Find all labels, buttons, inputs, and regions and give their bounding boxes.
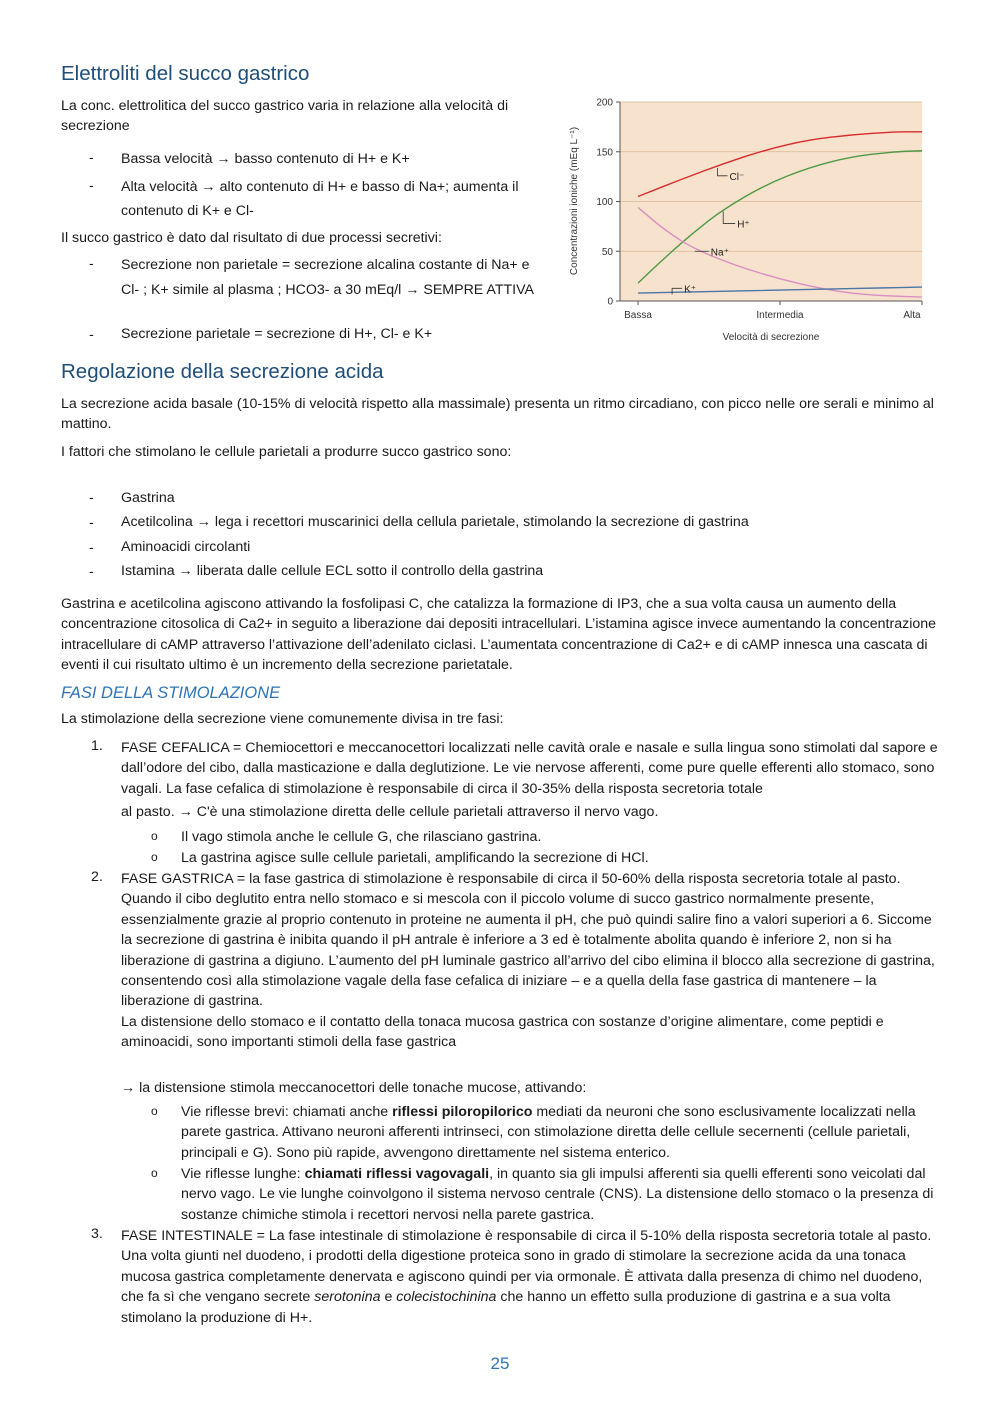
phase-intestinale-a: FASE INTESTINALE = La fase intestinale di stimolazione è responsabile di circa il 5-10% della risposta secretoria totale al pasto. Una volta giunti nel duodeno, i prodotti della digestione proteica sono in grado di stimolare la secrezione acida da una tonaca mucosa gastrica completamente denervata e agiscono quindi per via ormonale. È attivata dalla presenza di chimo nel duodeno, che fa sì che vengano secrete bbox=[121, 1228, 932, 1306]
term-colecistochinina: colecistochinina bbox=[396, 1289, 497, 1306]
factor-aminoacidi: Aminoacidi circolanti bbox=[121, 539, 251, 555]
sub-bullet-circle: o bbox=[151, 1104, 158, 1118]
sub-long-rest: , in quanto sia gli impulsi afferenti sia quelli efferenti sono veicolati dal nervo vago. Le vie lunghe coinvolgono il sistema nervoso centrale (CNS). La distensione dello stomaco o la presenza di sostanze chimiche stimola i recettori nervosi nella parete gastrica. bbox=[181, 1166, 934, 1223]
sub-short-rest: mediati da neuroni che sono esclusivamente localizzati nella parete gastrica. Attivano neuroni afferenti intrinseci, con stimolazione diretta delle cellule secernenti (cellule parietali, principali e G). Sono più rapide, avvengono direttamente nel sistema enterico. bbox=[181, 1104, 916, 1161]
series-label: K⁺ bbox=[684, 284, 697, 296]
bullet-high-speed: Alta velocità → alto contenuto di H+ e basso di Na+; aumenta il contenuto di K+ e Cl- bbox=[121, 179, 519, 219]
phase-intestinale-c: e bbox=[380, 1289, 397, 1306]
paragraph-fasi-intro: La stimolazione della secrezione viene comunemente divisa in tre fasi: bbox=[61, 711, 504, 727]
x-tick-label: Alta bbox=[903, 310, 921, 321]
y-axis-label: Concentrazioni ioniche (mEq L⁻¹) bbox=[569, 126, 580, 276]
bullet-dash: - bbox=[89, 490, 94, 506]
sub-long-bold: chiamati riflessi vagovagali bbox=[304, 1166, 490, 1182]
sub-bullet-circle: o bbox=[151, 1166, 158, 1180]
bullet-dash: - bbox=[89, 540, 94, 556]
bullet-non-parietal: Secrezione non parietale = secrezione alcalina costante di Na+ e Cl- ; K+ simile al plasma ; HCO3- a 30 mEq/l → SEMPRE ATTIVA bbox=[121, 257, 534, 298]
sub-bullet-circle: o bbox=[151, 829, 158, 843]
phase-gastrica-arrow-line: → la distensione stimola meccanocettori delle tonache mucose, attivando: bbox=[121, 1080, 587, 1096]
bullet-low-speed: Bassa velocità → basso contenuto di H+ e K+ bbox=[121, 151, 410, 167]
ion-concentration-chart bbox=[563, 92, 933, 347]
section-title-elettroliti: Elettroliti del succo gastrico bbox=[61, 62, 310, 85]
sub-short-bold: riflessi piloropilorico bbox=[392, 1104, 533, 1120]
phase-cefalica-sub-2: La gastrina agisce sulle cellule parietali, amplificando la secrezione di HCl. bbox=[181, 850, 649, 866]
phase-intestinale-e: che hanno un effetto sulla produzione di gastrina e a sua volta stimolano la produzione di H+. bbox=[121, 1289, 891, 1326]
paragraph-intro: La conc. elettrolitica del succo gastrico varia in relazione alla velocità di secrezione bbox=[61, 98, 509, 135]
factor-istamina: Istamina → liberata dalle cellule ECL sotto il controllo della gastrina bbox=[121, 563, 544, 579]
y-tick-label: 0 bbox=[607, 296, 613, 308]
phase-gastrica-text: FASE GASTRICA = la fase gastrica di stimolazione è responsabile di circa il 50-60% della risposta secretoria totale al pasto. Quando il cibo deglutito entra nello stomaco e si mescola con il piccolo volume di succo gastrico normalmente presente, essenzialmente grazie al proprio contenuto in proteine ne aumenta il pH, che può quindi salire fino a valori superiori a 6. Siccome la secrezione di gastrina è inibita quando il pH antrale è inferiore a 3 ed è totalmente abolita quando è inferiore 2, non si ha liberazione di gastrina a digiuno. L’aumento del pH luminale gastrico all’arrivo del cibo elimina il blocco alla secrezione di gastrina, consentendo così alla stimolazione vagale della fase cefalica di iniziare – e a quella della fase gastrica di mantenere – la liberazione di gastrina. bbox=[121, 871, 935, 1010]
x-tick-label: Bassa bbox=[624, 310, 652, 321]
x-axis-label: Velocità di secrezione bbox=[722, 332, 820, 343]
bullet-dash: - bbox=[89, 150, 94, 166]
y-tick-label: 200 bbox=[596, 97, 613, 109]
phase-gastrica-sub-short bbox=[181, 1102, 941, 1163]
bullet-parietal: Secrezione parietale = secrezione di H+, Cl- e K+ bbox=[121, 326, 433, 342]
factor-gastrina: Gastrina bbox=[121, 490, 175, 506]
paragraph-processes-intro: Il succo gastrico è dato dal risultato di due processi secretivi: bbox=[61, 230, 442, 246]
sub-bullet-circle: o bbox=[151, 850, 158, 864]
phase-intestinale-text bbox=[121, 1226, 941, 1328]
bullet-dash: - bbox=[89, 564, 94, 580]
page-number: 25 bbox=[490, 1354, 510, 1373]
paragraph-basal-secretion: La secrezione acida basale (10-15% di velocità rispetto alla massimale) presenta un ritmo circadiano, con picco nelle ore serali e minimo al mattino. bbox=[61, 396, 934, 433]
bullet-dash: - bbox=[89, 178, 94, 194]
phase-cefalica-text: FASE CEFALICA = Chemiocettori e meccanocettori localizzati nelle cavità orale e nasale e sulla lingua sono stimolati dal sapore e dall’odore del cibo, dalla masticazione e dalla deglutizione. Le vie nervose afferenti, come pure quelle efferenti allo stomaco, sono vagali. La fase cefalica di stimolazione è responsabile di circa il 30-35% della risposta secretoria totale bbox=[121, 740, 938, 797]
bullet-dash: - bbox=[89, 327, 94, 343]
list-number: 1. bbox=[91, 738, 103, 754]
phase-gastrica-sub-long bbox=[181, 1164, 941, 1225]
x-tick-label: Intermedia bbox=[756, 310, 804, 321]
series-label: H⁺ bbox=[737, 219, 750, 231]
phase-cefalica-last-line: al pasto. → C'è una stimolazione diretta delle cellule parietali attraverso il nervo vago. bbox=[121, 804, 659, 820]
y-tick-label: 100 bbox=[596, 197, 613, 208]
bullet-dash: - bbox=[89, 256, 94, 272]
paragraph-factors-intro: I fattori che stimolano le cellule parietali a produrre succo gastrico sono: bbox=[61, 444, 512, 460]
bullet-dash: - bbox=[89, 515, 94, 531]
y-tick-label: 50 bbox=[601, 246, 613, 258]
phase-cefalica-sub-1: Il vago stimola anche le cellule G, che rilasciano gastrina. bbox=[181, 829, 542, 845]
paragraph-mechanism: Gastrina e acetilcolina agiscono attivando la fosfolipasi C, che catalizza la formazione di IP3, che a sua volta causa un aumento della concentrazione citosolica di Ca2+ in seguito a liberazione dai depositi intracellulari. L’istamina agisce invece aumentando la concentrazione intracellulare di cAMP attraverso l’attivazione dell’adenilato ciclasi. L’aumentata concentrazione di Ca2+ e di cAMP innesca una cascata di eventi il cui risultato ultimo è un incremento della secrezione parietatale. bbox=[61, 596, 937, 674]
sub-short-lead: Vie riflesse brevi: chiamati anche bbox=[181, 1104, 393, 1120]
list-number: 2. bbox=[91, 869, 103, 885]
section-title-regolazione: Regolazione della secrezione acida bbox=[61, 360, 384, 383]
factor-acetilcolina: Acetilcolina → lega i recettori muscarinici della cellula parietale, stimolando la secrezione di gastrina bbox=[121, 514, 749, 530]
sub-long-lead: Vie riflesse lunghe: bbox=[181, 1166, 305, 1182]
y-tick-label: 150 bbox=[596, 147, 613, 159]
list-number: 3. bbox=[91, 1226, 103, 1242]
term-serotonina: serotonina bbox=[314, 1289, 381, 1306]
series-label: Na⁺ bbox=[710, 247, 729, 259]
phase-gastrica-text-2: La distensione dello stomaco e il contatto della tonaca mucosa gastrica con sostanze d’origine alimentare, come peptidi e aminoacidi, sono importanti stimoli della fase gastrica bbox=[121, 1014, 884, 1051]
series-label: Cl⁻ bbox=[729, 171, 745, 183]
subsection-title-fasi: FASI DELLA STIMOLAZIONE bbox=[61, 684, 281, 702]
